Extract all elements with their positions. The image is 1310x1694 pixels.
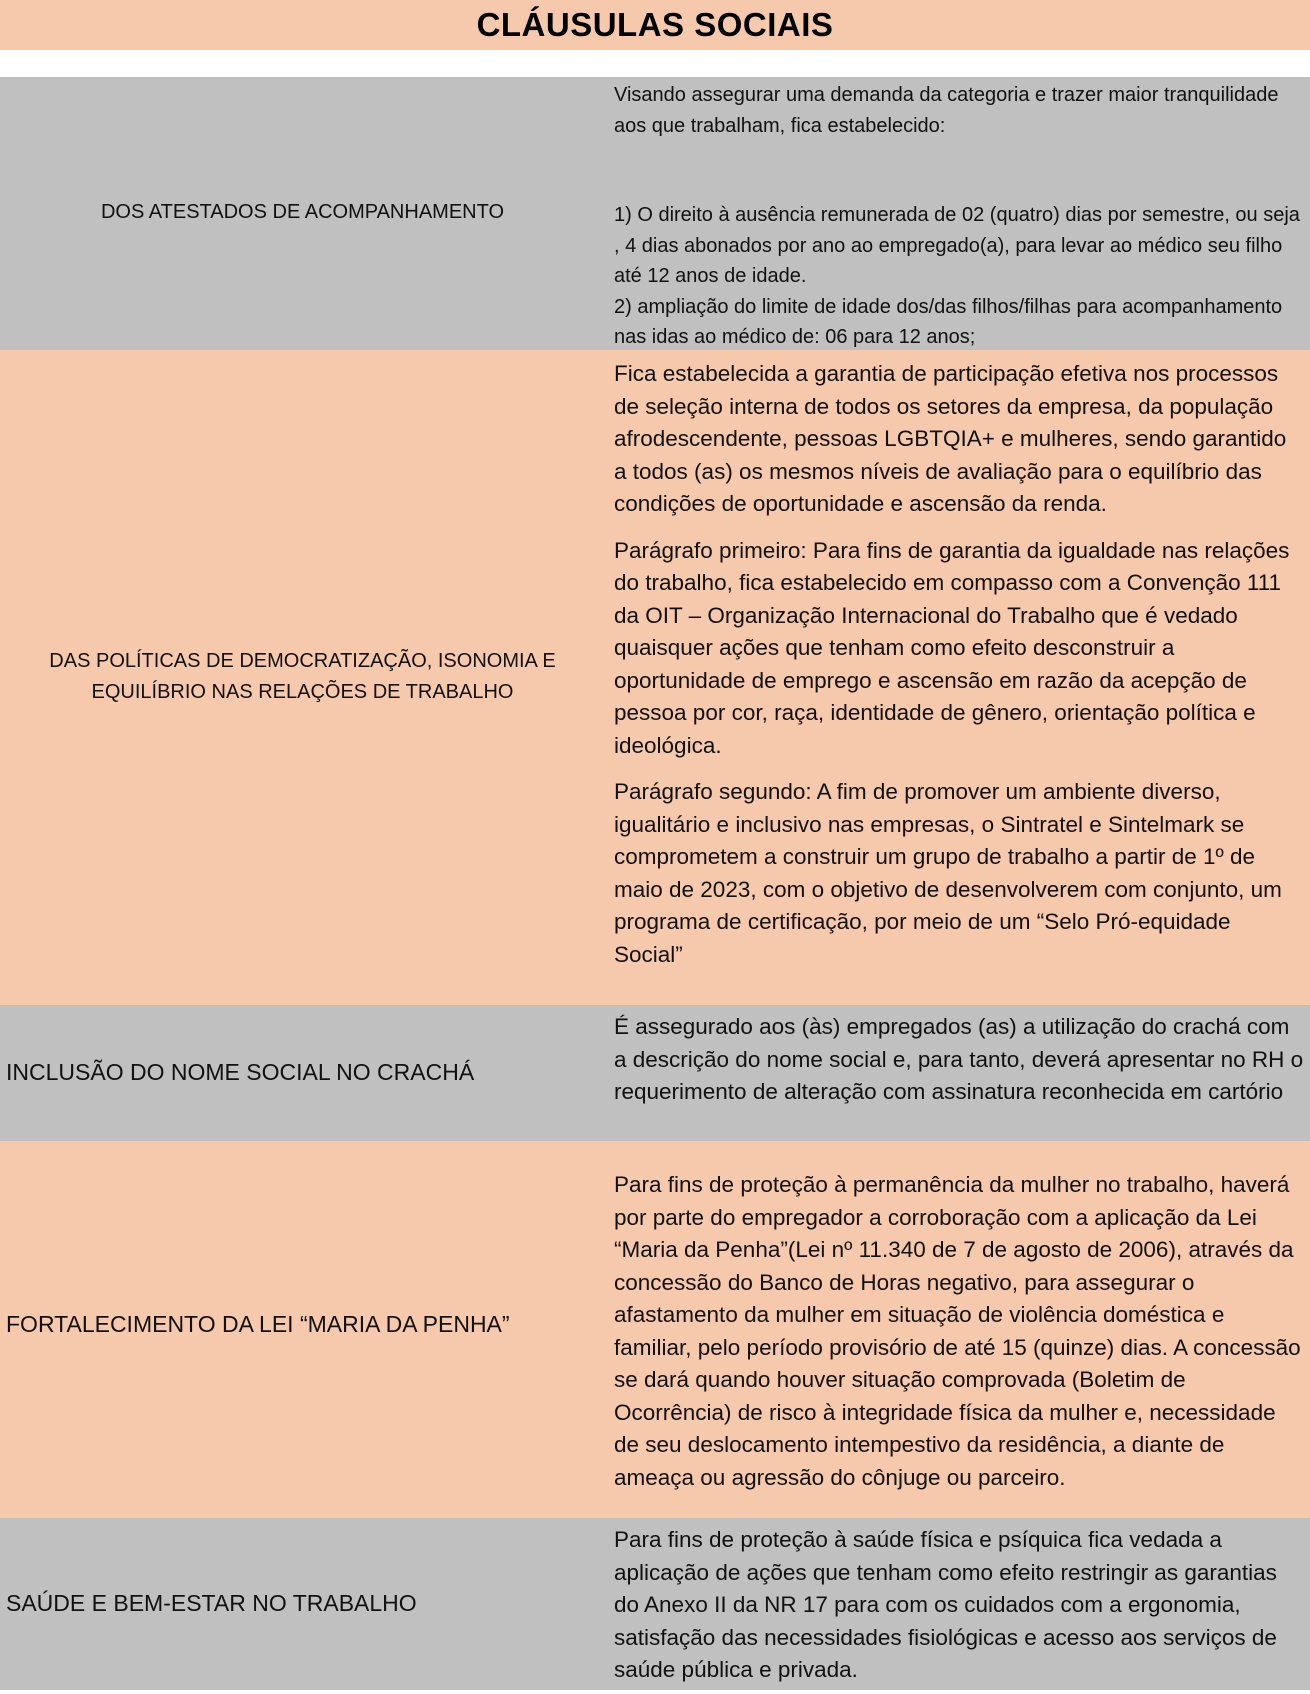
clause-paragraph: Fica estabelecida a garantia de participação efetiva nos processos de seleção interna de todos os setores da empresa, da população afrodescendente, pessoas LGBTQIA+ e mulheres, sendo garantido a todos (as) os mesmos níveis de avaliação para o equilíbrio das condições de oportunidade e ascensão da renda.: [614, 361, 1287, 516]
clause-text-atestados: [614, 200, 1304, 353]
clause-text-nome-social: [614, 1011, 1304, 1109]
intro-text: [614, 80, 1304, 141]
document-title: CLÁUSULAS SOCIAIS: [476, 6, 834, 43]
clause-row-saude: [0, 1518, 1310, 1690]
clause-paragraph: Para fins de proteção à permanência da mulher no trabalho, haverá por parte do empregador a corroboração com a aplicação da Lei “Maria da Penha”(Lei nº 11.340 de 7 de agosto de 2006), através da concessão do Banco de Horas negativo, para assegurar o afastamento da mulher em situação de violência doméstica e familiar, pelo período provisório de até 15 (quinze) dias. A concessão se dará quando houver situação comprovada (Boletim de Ocorrência) de risco à integridade física da mulher e, necessidade de seu deslocamento intempestivo da residência, a diante de ameaça ou agressão do cônjuge ou parceiro.: [614, 1172, 1301, 1490]
document-header: [0, 0, 1310, 50]
clause-row-maria-da-penha: [0, 1141, 1310, 1518]
clause-row-politicas: [0, 350, 1310, 1005]
clause-paragraph: É assegurado aos (às) empregados (as) a utilização do crachá com a descrição do nome social e, para tanto, deverá apresentar no RH o requerimento de alteração com assinatura reconhecida em cartório: [614, 1014, 1304, 1104]
clause-paragraph: Para fins de proteção à saúde física e psíquica fica vedada a aplicação de ações que tenham como efeito restringir as garantias do Anexo II da NR 17 para com os cuidados com a ergonomia, satisfação das necessidades fisiológicas e acesso aos serviços de saúde pública e privada.: [614, 1527, 1277, 1682]
clause-text-saude: [614, 1524, 1304, 1687]
clause-paragraph: 2) ampliação do limite de idade dos/das filhos/filhas para acompanhamento nas idas ao médico de: 06 para 12 anos;: [614, 295, 1283, 348]
clause-text-maria-da-penha: [614, 1169, 1304, 1494]
clause-row-nome-social: [0, 1005, 1310, 1141]
clause-paragraph: Parágrafo primeiro: Para fins de garantia da igualdade nas relações do trabalho, fica estabelecido em compasso com a Convenção 111 da OIT – Organização Internacional do Trabalho que é vedado quaisquer ações que tenham como efeito desconstruir a oportunidade de emprego e ascensão em razão da acepção de pessoa por cor, raça, identidade de gênero, orientação política e ideológica.: [614, 537, 1290, 758]
clause-label-politicas: DAS POLÍTICAS DE DEMOCRATIZAÇÃO, ISONOMIA E EQUILÍBRIO NAS RELAÇÕES DE TRABALHO: [49, 650, 556, 703]
intro-paragraph: Visando assegurar uma demanda da categoria e trazer maior tranquilidade aos que trabalham, fica estabelecido:: [614, 84, 1279, 137]
clause-paragraph: 1) O direito à ausência remunerada de 02 (quatro) dias por semestre, ou seja , 4 dias abonados por ano ao empregado(a), para levar ao médico seu filho até 12 anos de idade.: [614, 204, 1300, 287]
clause-text-politicas: [614, 358, 1304, 971]
clause-label-atestados: DOS ATESTADOS DE ACOMPANHAMENTO: [100, 201, 505, 223]
clause-paragraph: Parágrafo segundo: A fim de promover um ambiente diverso, igualitário e inclusivo nas empresas, o Sintratel e Sintelmark se comprometem a construir um grupo de trabalho a partir de 1º de maio de 2023, com o objetivo de desenvolverem com conjunto, um programa de certificação, por meio de um “Selo Pró-equidade Social”: [614, 779, 1282, 967]
clause-label-saude: SAÚDE E BEM-ESTAR NO TRABALHO: [6, 1590, 417, 1616]
clause-row-atestados: [0, 77, 1310, 350]
clause-label-maria-da-penha: FORTALECIMENTO DA LEI “MARIA DA PENHA”: [6, 1311, 510, 1337]
clause-label-nome-social: INCLUSÃO DO NOME SOCIAL NO CRACHÁ: [6, 1059, 475, 1085]
